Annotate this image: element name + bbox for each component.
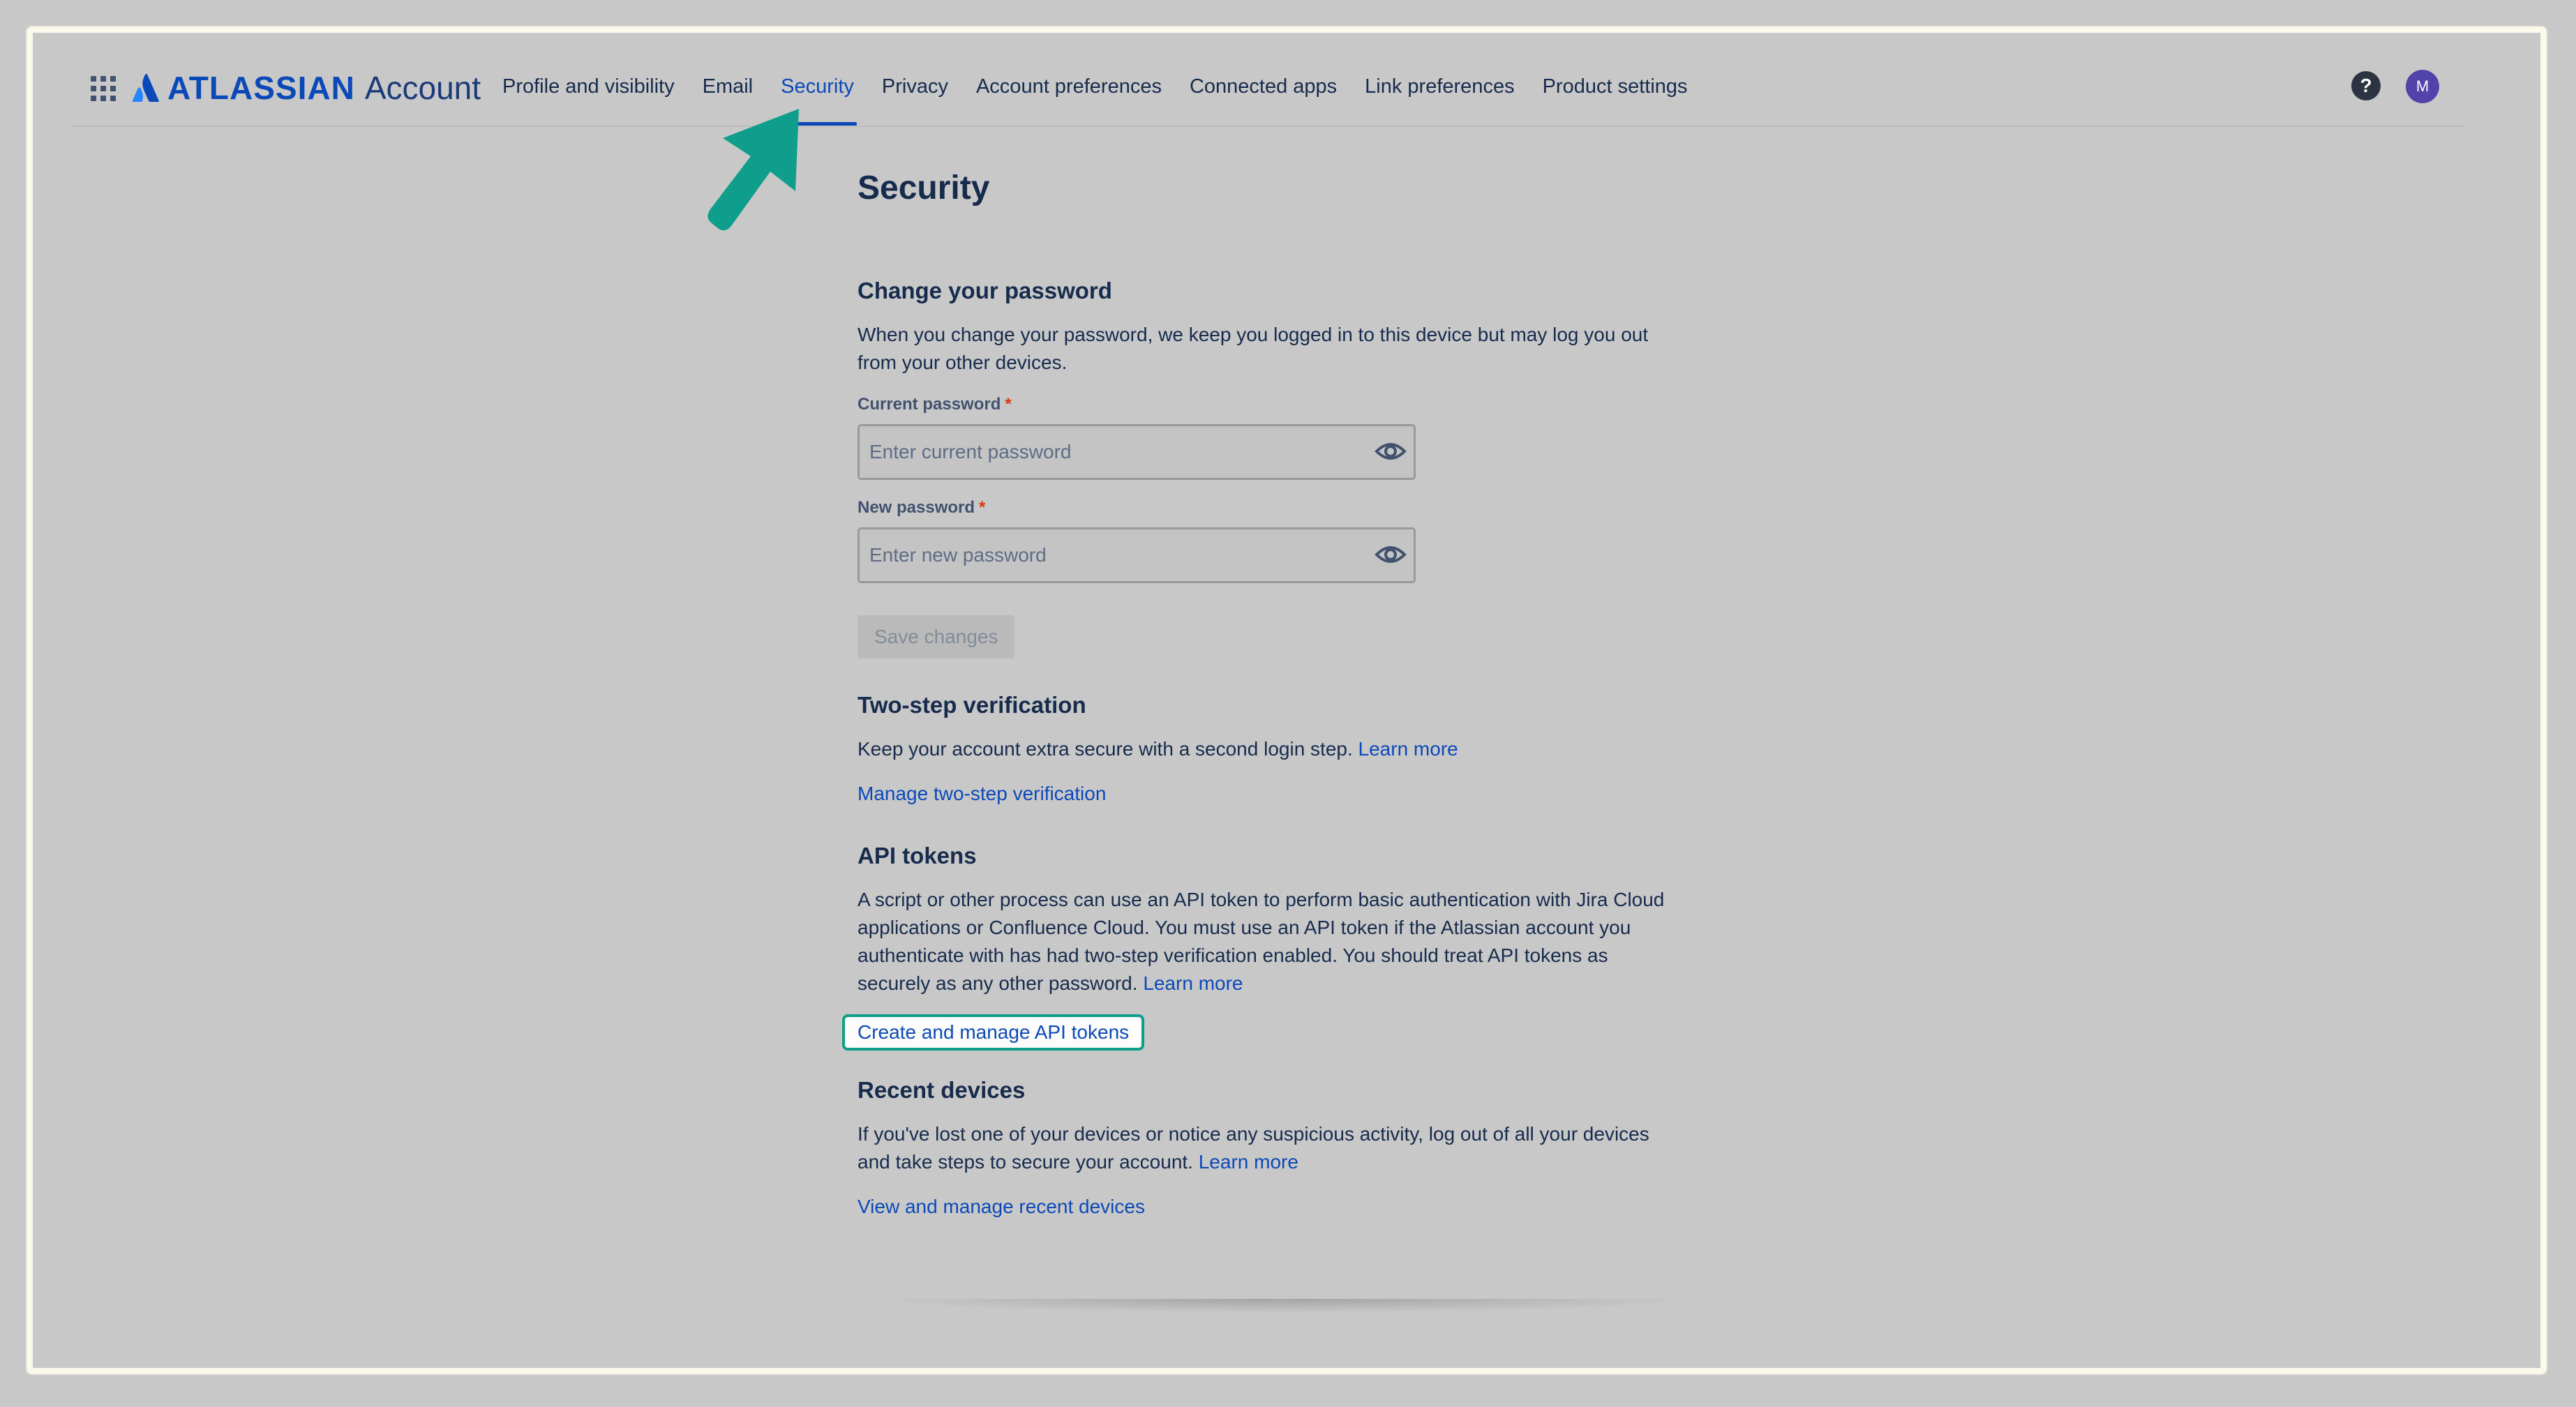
two-step-description: Keep your account extra secure with a second login step. Learn more bbox=[858, 738, 1458, 760]
two-step-heading: Two-step verification bbox=[858, 692, 1086, 718]
atlassian-logo-icon bbox=[131, 73, 162, 103]
current-password-field-wrapper bbox=[858, 424, 1416, 480]
avatar[interactable]: M bbox=[2406, 70, 2439, 103]
api-tokens-learn-more-link[interactable]: Learn more bbox=[1143, 972, 1243, 994]
recent-devices-section bbox=[858, 1077, 1681, 1221]
security-main-content bbox=[858, 160, 1681, 1217]
api-tokens-description: A script or other process can use an API token to perform basic authentication with Jira Cloud applications or Confluence Cloud. You must use an API token if the Atlassian account you authenticate with has had two-step verification enabled. You should treat API tokens as securely as any other password. Learn more bbox=[858, 889, 1665, 994]
api-tokens-highlight bbox=[842, 1014, 1144, 1051]
recent-devices-description: If you've lost one of your devices or notice any suspicious activity, log out of all your devices and take steps to secure your account. Learn more bbox=[858, 1123, 1649, 1173]
top-navigation bbox=[73, 61, 2466, 127]
recent-devices-heading: Recent devices bbox=[858, 1077, 1026, 1103]
tab-security[interactable]: Security bbox=[781, 61, 854, 124]
current-password-label: Current password * bbox=[858, 395, 1012, 414]
new-password-field-wrapper bbox=[858, 527, 1416, 583]
change-password-section bbox=[858, 278, 1681, 659]
tab-privacy[interactable]: Privacy bbox=[881, 75, 948, 98]
page-title: Security bbox=[858, 170, 990, 206]
new-password-input[interactable] bbox=[860, 529, 1362, 581]
view-manage-recent-devices-link[interactable]: View and manage recent devices bbox=[858, 1196, 1145, 1217]
content-bottom-shadow bbox=[865, 1299, 1702, 1313]
tab-connected-apps[interactable]: Connected apps bbox=[1189, 75, 1338, 98]
current-password-input[interactable] bbox=[860, 426, 1362, 478]
create-manage-api-tokens-link[interactable]: Create and manage API tokens bbox=[858, 1021, 1130, 1043]
atlassian-account-logo[interactable] bbox=[131, 67, 481, 109]
two-step-section bbox=[858, 692, 1681, 808]
tab-product-settings[interactable]: Product settings bbox=[1542, 75, 1688, 98]
save-changes-button[interactable]: Save changes bbox=[858, 615, 1014, 659]
required-marker: * bbox=[1005, 395, 1012, 414]
new-password-label: New password * bbox=[858, 498, 986, 517]
two-step-learn-more-link[interactable]: Learn more bbox=[1358, 738, 1458, 760]
annotation-arrow-icon bbox=[698, 105, 816, 237]
logo-brand-text: ATLASSIAN bbox=[167, 70, 355, 106]
app-switcher-icon[interactable] bbox=[89, 75, 116, 101]
required-marker: * bbox=[979, 498, 986, 517]
show-password-eye-icon[interactable] bbox=[1375, 541, 1407, 569]
tab-email[interactable]: Email bbox=[702, 75, 754, 98]
tab-account-preferences[interactable]: Account preferences bbox=[975, 75, 1162, 98]
help-icon[interactable]: ? bbox=[2351, 71, 2381, 100]
api-tokens-heading: API tokens bbox=[858, 843, 977, 868]
logo-product-text: Account bbox=[364, 70, 481, 106]
change-password-heading: Change your password bbox=[858, 278, 1112, 303]
manage-two-step-link[interactable]: Manage two-step verification bbox=[858, 783, 1107, 804]
tab-profile-and-visibility[interactable]: Profile and visibility bbox=[502, 75, 675, 98]
show-password-eye-icon[interactable] bbox=[1375, 437, 1407, 465]
change-password-description: When you change your password, we keep you logged in to this device but may log you out from your other devices. bbox=[858, 324, 1649, 373]
tab-link-preferences[interactable]: Link preferences bbox=[1365, 75, 1515, 98]
api-tokens-section bbox=[858, 843, 1681, 1051]
nav-tabs bbox=[502, 61, 1716, 124]
recent-devices-learn-more-link[interactable]: Learn more bbox=[1198, 1151, 1298, 1173]
